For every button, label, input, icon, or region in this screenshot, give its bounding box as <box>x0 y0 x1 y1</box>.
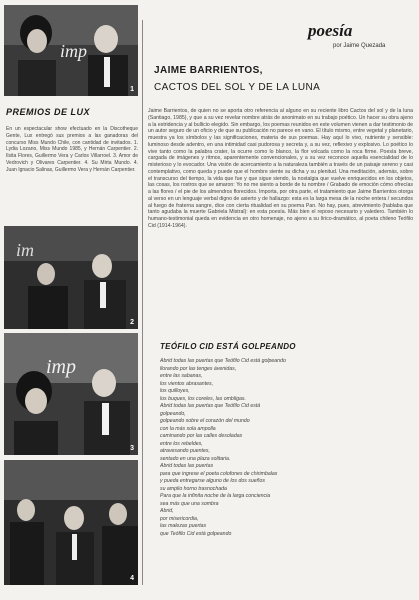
poem-line: golpeando, <box>160 410 186 417</box>
svg-text:im: im <box>16 240 34 260</box>
poem <box>160 358 410 538</box>
poem-line: para que ingrese el poeta colofones de chirimbalas <box>160 470 278 477</box>
photo-3 <box>4 333 138 455</box>
poem-line: entre los rebeldes, <box>160 440 203 447</box>
svg-text:imp: imp <box>46 356 76 378</box>
poem-line: Abrid, <box>160 508 174 514</box>
poem-line: llorando por las tenges ávenidas, <box>160 365 237 372</box>
photo-2-image <box>4 226 138 329</box>
section-title: PREMIOS DE LUX <box>6 107 91 117</box>
photo-4 <box>4 460 138 585</box>
poem-title: TEÓFILO CID ESTÁ GOLPEANDO <box>160 342 296 351</box>
photo-4-image <box>4 460 138 585</box>
photo-2-number: 2 <box>130 319 134 326</box>
column-divider <box>142 20 143 585</box>
poem-line: los vientos abrasantes, <box>160 380 214 387</box>
poem-line: Abrid todas las puertas que Teófilo Cid está <box>160 403 261 409</box>
poem-line: Abrid todas las puertas que Teófilo Cid está golpeando <box>160 358 286 364</box>
svg-text:imp: imp <box>60 41 87 61</box>
poem-line: los buques, los coreles, las ombligas. <box>160 395 246 402</box>
poem-line: con la más sola ampolla <box>160 425 216 432</box>
photo-2 <box>4 226 138 329</box>
poem-line: atravesando puentes, <box>160 448 210 454</box>
poem-line: sentado en una plaza solitaria. <box>160 455 231 462</box>
section-brand: poesía <box>308 21 353 40</box>
photo-1-image <box>4 5 138 96</box>
photo-3-number: 3 <box>130 445 134 452</box>
poem-line: las malezas puertas <box>160 523 207 529</box>
poem-line: caminando por las calles desoladas <box>160 433 243 439</box>
article-title: JAIME BARRIENTOS, <box>154 65 263 76</box>
photo-3-image <box>4 333 138 455</box>
article-body: Jaime Barrientos, de quien no se aporta otro referencia al alguno en su reciente libro Cactos del sol y de la luna (Santiago, 1985), y que a su vez revelar nombre atrás de anonimato en su trabajo poético. Un hacer su obra ajeno a la estridencia y al bullicio elegido. Sin embargo, los poemas reunidos en este volumen vienen a dar testimonio de un autor seguro de un oficio y de que su publicación no parece en vano. El título mismo, entre vegetal y planetario, muestra ya los símbolos y las significaciones, materia de sus poemas. Hay aquí lo vivo, nutriente y sensible: luminoso desde adentro, en una intimidad casi pudorosa y secreta y, a su vez, reflexivo y explosivo. Lo poético lo vive tanto como la palabra crater, la ocurre como lo blanco, la flor volcada como la roca firme. Poesía breve, cargada de imágenes y ritmos, aparentemente convencionales, y a su vez reconoce aquella esencialidad de lo misterioso y lo evocador. Una visión de acercamiento a la naturaleza también a través de un paisaje sereno y casi contemplativo, como queda y puede que el hombre siente su dicha y su plenitud. Una meditación, además, sobre el transcurso del tiempo, la vida que fue y que sigue siendo, la nostalgia que vuelve enriquecidos en los objetos, las cosas, los rostros que se amaron: Yo no me siento a borde de tu nombre / Grabado de emoción cómo ofrecías a las flores / el pie de los almendros florecidos. Importa, por otra parte, el tratamiento que Jaime Barrientos otorga al verso en un lenguaje verbal digno de asierto y de hallazgo: esta es la larga mesa de la noche entera / secundos al fuego de fraterna sangre, dice con cierta ritualidad en su poema Pan. No hay, pues, atrevimiento (hablaba que tanto agudaba la muerte Gabriela Mistral): en esta poesía. Más bien el reposo necesario y valedero. También lo humano-testimonial queda en evidencia en otro homenaje, no ajeno a su lírico-dramático, al poeta chileno Teófilo Cid (1914-1964). <box>148 108 413 229</box>
article-subtitle: CACTOS DEL SOL Y DE LA LUNA <box>154 82 321 93</box>
byline: por Jaime Quezada <box>333 43 386 49</box>
poem-line: su amplio horno trasnochada <box>160 485 227 492</box>
photo-caption-text: En un espectacular show efectuado en la Discotheque Gente, Lux entregó sus premios a las ganadoras del concurso Miss Mundo Chile, con cantidad de invitados. 1. Lydia Lozano, Miss Mundo 1985, y Hernán Carpentier. 2. Ilsita Flores, Guillermo Vera y Carlos Villarroel. 3. Amor de Vedrovich y Olivares Carpentier. 4. Su Mirta Mundo. 4. Juan Ignacio Salinas, Guillermo Vera y Hernán Carpentier. <box>6 126 138 173</box>
poem-line: golpeando sobre el corazón del mundo <box>160 418 250 424</box>
photo-4-number: 4 <box>130 575 134 582</box>
poem-line: entre las sabanas, <box>160 373 203 379</box>
poem-line: por misericordia, <box>160 515 199 522</box>
photo-1-number: 1 <box>130 86 134 93</box>
photo-1 <box>4 5 138 96</box>
poem-line: que Teófilo Cid está golpeando <box>160 530 232 537</box>
poem-line: Para que la infinita noche de la larga conciencia <box>160 493 271 499</box>
poem-line: Abrid todas las puertas <box>160 463 214 469</box>
poem-line: sea más que una sombra <box>160 500 219 507</box>
poem-line: los quilloyes, <box>160 388 190 394</box>
poem-line: y pueda entregarse alguno de los dos sueños <box>160 478 265 484</box>
